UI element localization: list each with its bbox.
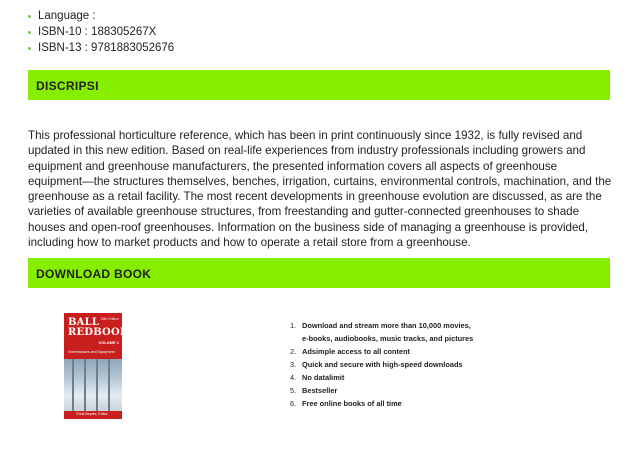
- language-item: Language :: [28, 8, 174, 24]
- cover-editor: Chris Beytes, Editor: [76, 412, 108, 416]
- feature-text: Adsimple access to all content: [302, 347, 411, 356]
- feature-item: [290, 397, 473, 410]
- feature-number: 6.: [290, 399, 297, 408]
- description-text: This professional horticulture reference, which has been in print continuously since 1932, is fully revised and updated in this new edition. Based on real-life experiences from industry professionals including growers and equipment and greenhouse manufacturers, the presented information covers all aspects of greenhouse equipment—the structures themselves, benches, irrigation, curtains, environmental controls, machination, and the greenhouse as a retail facility. The most recent developments in greenhouse evolution are discussed, as are the varieties of available greenhouse structures, from freestanding and gutter-connected greenhouses to shade houses and open-roof greenhouses. Information on the business side of managing a greenhouse is provided, including how to market products and how to operate a retail store from a greenhouse.: [28, 129, 612, 250]
- cover-subtitle: Greenhouses and Equipment: [68, 350, 115, 354]
- download-banner[interactable]: [28, 258, 610, 288]
- greenhouse-beam: [108, 359, 110, 411]
- description-heading: DISCRIPSI: [36, 79, 99, 93]
- feature-text: No datalimit: [302, 373, 345, 382]
- feature-text: Free online books of all time: [302, 399, 402, 408]
- description-banner: [28, 70, 610, 100]
- download-heading[interactable]: DOWNLOAD BOOK: [36, 267, 152, 281]
- feature-number: 4.: [290, 373, 297, 382]
- feature-item-continued: [290, 332, 473, 345]
- isbn13-item: ISBN-13 : 9781883052676: [28, 40, 174, 56]
- greenhouse-photo: [64, 359, 122, 411]
- feature-number: 5.: [290, 386, 297, 395]
- features-list: [290, 319, 473, 410]
- cover-title-line2: REDBOOK: [68, 327, 129, 338]
- book-meta-list: [28, 8, 174, 56]
- feature-text: Download and stream more than 10,000 movies,: [302, 321, 471, 330]
- feature-number: 2.: [290, 347, 297, 356]
- isbn10-item: ISBN-10 : 188305267X: [28, 24, 174, 40]
- feature-item: [290, 358, 473, 371]
- feature-text: Bestseller: [302, 386, 338, 395]
- feature-item: [290, 345, 473, 358]
- greenhouse-beam: [84, 359, 86, 411]
- cover-bottom-band: [64, 411, 122, 419]
- feature-number: 3.: [290, 360, 297, 369]
- greenhouse-beam: [96, 359, 98, 411]
- feature-item: [290, 384, 473, 397]
- cover-title-line1: BALL: [68, 317, 100, 328]
- cover-volume: VOLUME 1: [98, 340, 119, 345]
- feature-item: [290, 371, 473, 384]
- feature-item: [290, 319, 473, 332]
- feature-number: 1.: [290, 321, 297, 330]
- cover-title-band: [64, 313, 129, 359]
- cover-edition: 18th Edition: [100, 317, 119, 321]
- cover-title: [68, 318, 129, 338]
- feature-text: Quick and secure with high-speed downloads: [302, 360, 463, 369]
- book-cover-image[interactable]: [64, 313, 129, 419]
- greenhouse-beam: [72, 359, 74, 411]
- feature-text: e-books, audiobooks, music tracks, and pictures: [302, 334, 474, 343]
